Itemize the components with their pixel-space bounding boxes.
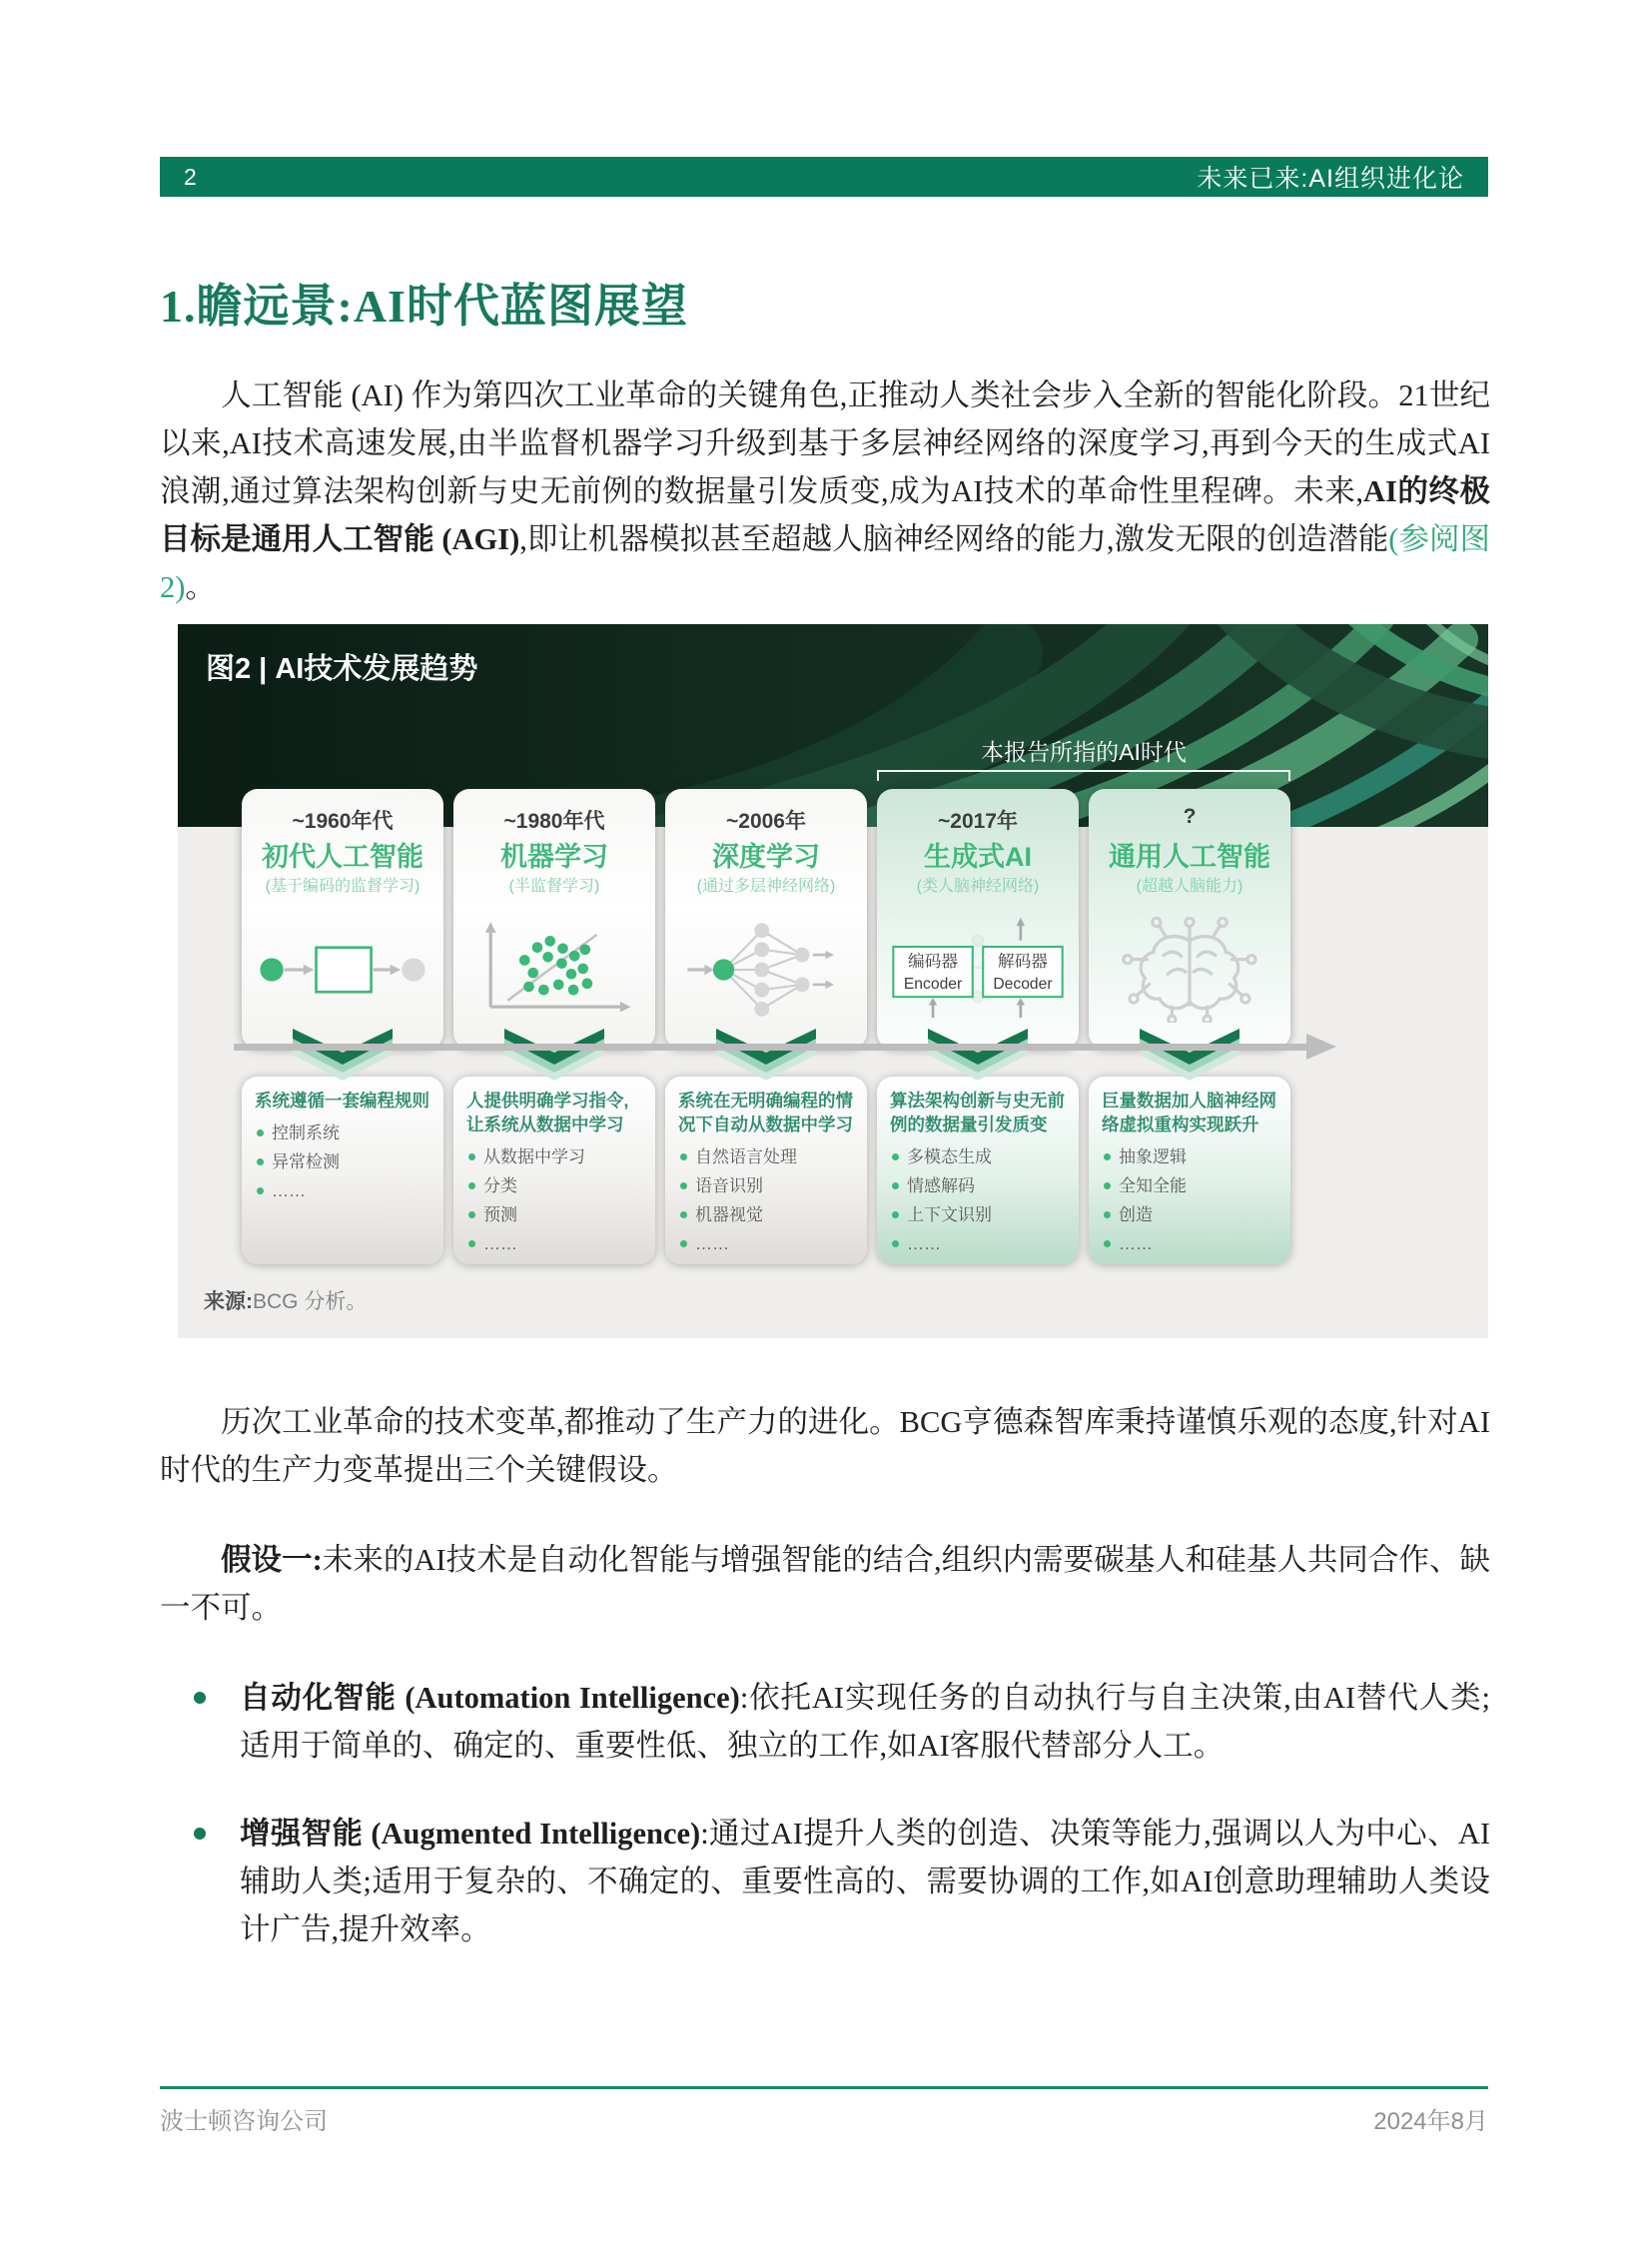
page-footer: [160, 2101, 1488, 2136]
era-title: 生成式AI: [924, 842, 1032, 872]
list-item: [890, 1171, 1066, 1200]
bullet-text: ……: [272, 1181, 306, 1200]
bullet-dot-icon: [680, 1240, 687, 1247]
era-card: [453, 789, 655, 1049]
era-subtitle: (基于编码的监督学习): [265, 878, 420, 895]
bullet-text: 预测: [483, 1205, 517, 1224]
era-icon-area: [453, 901, 655, 1039]
bullet-text: 上下文识别: [907, 1205, 992, 1224]
bullet-text: 异常检测: [272, 1152, 340, 1171]
chevron-down-icon: [499, 1029, 609, 1085]
era-subtitle: (超越人脑能力): [1136, 878, 1243, 895]
era-icon-area: [877, 901, 1079, 1039]
list-item: [890, 1200, 1066, 1229]
paragraph-text: ,即让机器模拟甚至超越人脑神经网络的能力,激发无限的创造潜能: [519, 522, 1389, 556]
footer-date: 2024年8月: [1373, 2108, 1488, 2135]
bullet-dot-icon: [468, 1211, 475, 1218]
list-item: [1102, 1142, 1277, 1171]
bullet-dot-icon: [194, 1692, 206, 1704]
era-date: ~1980年代: [503, 810, 605, 833]
bullet-text: ……: [1119, 1234, 1153, 1253]
list-item: [1102, 1200, 1277, 1229]
bullet-dot-icon: [257, 1129, 264, 1136]
bullet-dot-icon: [680, 1182, 687, 1189]
era-icon-area: [1089, 901, 1290, 1039]
source-text: BCG 分析。: [253, 1290, 368, 1313]
figure-source: [204, 1285, 367, 1315]
era-description-title: 算法架构创新与史无前例的数据量引发质变: [890, 1091, 1065, 1134]
list-item-automation-intelligence: [160, 1674, 1490, 1770]
era-card: [1089, 789, 1290, 1049]
bullet-dot-icon: [1104, 1240, 1111, 1247]
figure-2: [178, 624, 1488, 1338]
bullet-text: ……: [483, 1234, 517, 1253]
bullet-dot-icon: [468, 1153, 475, 1160]
footer-divider: [160, 2086, 1488, 2089]
era-description-card: [453, 1077, 655, 1264]
era-card: [877, 789, 1079, 1049]
neural-network-icon: [681, 918, 851, 1022]
era-description-card: [877, 1077, 1079, 1264]
bullet-text: 自然语言处理: [695, 1147, 797, 1166]
era-column-agi: [1089, 789, 1290, 1264]
era-icon-area: [665, 901, 867, 1039]
chevron-down-icon: [923, 1029, 1033, 1085]
era-description-title: 系统在无明确编程的情况下自动从数据中学习: [678, 1091, 853, 1134]
encoder-decoder-icon: [886, 917, 1070, 1023]
list-item: [255, 1176, 430, 1205]
list-item-augmented-intelligence: [160, 1810, 1490, 1953]
paragraph-text: 。: [185, 570, 216, 604]
encoder-label-en: Encoder: [903, 975, 963, 993]
decoder-label-cn: 解码器: [997, 951, 1049, 971]
bullet-text: 抽象逻辑: [1119, 1147, 1187, 1166]
timeline-arrow: [234, 1044, 1306, 1051]
bullet-text: 创造: [1119, 1205, 1153, 1224]
figure-reference-link[interactable]: (参阅图2): [160, 522, 1490, 604]
era-date: ~2006年: [726, 810, 806, 833]
bullet-dot-icon: [468, 1182, 475, 1189]
bullet-dot-icon: [1104, 1211, 1111, 1218]
paragraph-text: 未来的AI技术是自动化智能与增强智能的结合,组织内需要碳基人和硅基人共同合作、缺一不可。: [160, 1543, 1490, 1625]
scatter-plot-icon: [469, 918, 639, 1022]
bullet-dot-icon: [468, 1240, 475, 1247]
bullet-text: 语音识别: [695, 1176, 763, 1195]
list-item: [678, 1200, 854, 1229]
list-item: [255, 1119, 430, 1147]
bullet-text: 机器视觉: [695, 1205, 763, 1224]
bullet-dot-icon: [257, 1187, 264, 1194]
bullet-text: 控制系统: [272, 1123, 340, 1142]
list-item: [466, 1171, 642, 1200]
era-column-2017: [877, 789, 1079, 1264]
era-title: 通用人工智能: [1109, 842, 1270, 872]
era-subtitle: (通过多层神经网络): [696, 878, 836, 895]
list-item: [466, 1142, 642, 1171]
document-title: 未来已来:AI组织进化论: [1197, 165, 1464, 193]
bullet-dot-icon: [194, 1828, 206, 1840]
era-date: ?: [1183, 805, 1197, 828]
bullet-text: 多模态生成: [907, 1147, 992, 1166]
list-item: [678, 1142, 854, 1171]
era-subtitle: (类人脑神经网络): [916, 878, 1040, 895]
bullet-dot-icon: [892, 1240, 899, 1247]
era-icon-area: [242, 901, 443, 1039]
era-bracket: [877, 770, 1290, 781]
era-description-card: [1089, 1077, 1290, 1264]
bullet-text: ……: [695, 1234, 729, 1253]
era-column-1960s: [242, 789, 443, 1264]
era-column-1980s: [453, 789, 655, 1264]
page-number: 2: [184, 163, 197, 190]
bullet-dot-icon: [892, 1153, 899, 1160]
era-description-title: 巨量数据加人脑神经网络虚拟重构实现跃升: [1102, 1091, 1276, 1134]
era-description-title: 系统遵循一套编程规则: [255, 1091, 429, 1111]
list-item: [890, 1142, 1066, 1171]
brain-circuit-icon: [1102, 917, 1277, 1023]
section-title: 1.瞻远景:AI时代蓝图展望: [160, 281, 688, 332]
bullet-text: ……: [907, 1234, 941, 1253]
era-description-card: [665, 1077, 867, 1264]
bullet-text: 全知全能: [1119, 1176, 1187, 1195]
bullet-dot-icon: [1104, 1153, 1111, 1160]
era-subtitle: (半监督学习): [508, 878, 600, 895]
page-header-bar: [160, 157, 1488, 197]
list-item-text: :依托AI实现任务的自动执行与自主决策,由AI替代人类;适用于简单的、确定的、重要性低、独立的工作,如AI客服代替部分人工。: [240, 1681, 1491, 1763]
chevron-down-icon: [711, 1029, 821, 1085]
chevron-down-icon: [288, 1029, 398, 1085]
paragraph-bold-lead: 假设一:: [221, 1543, 323, 1577]
bullet-text: 分类: [483, 1176, 517, 1195]
paragraph-hypothesis-1: [160, 1536, 1490, 1632]
era-description-title: 人提供明确学习指令,让系统从数据中学习: [466, 1091, 629, 1134]
list-item-lead: 增强智能 (Augmented Intelligence): [240, 1817, 701, 1851]
list-item-text: :通过AI提升人类的创造、决策等能力,强调以人为中心、AI辅助人类;适用于复杂的、不确定的、重要性高的、需要协调的工作,如AI创意助理辅助人类设计广告,提升效率。: [240, 1817, 1490, 1946]
decoder-label-en: Decoder: [993, 975, 1053, 993]
bullet-dot-icon: [1104, 1182, 1111, 1189]
ai-era-label: 本报告所指的AI时代: [981, 739, 1187, 765]
encoder-label-cn: 编码器: [907, 951, 959, 971]
era-date: ~1960年代: [292, 810, 394, 833]
footer-company: 波士顿咨询公司: [160, 2108, 328, 2135]
bullet-dot-icon: [892, 1211, 899, 1218]
paragraph-bold-text: AI的终极目标是通用人工智能 (AGI): [160, 474, 1490, 556]
bullet-dot-icon: [892, 1182, 899, 1189]
list-item: [678, 1229, 854, 1258]
paragraph-hypotheses-intro: [160, 1398, 1490, 1494]
chevron-down-icon: [1135, 1029, 1244, 1085]
bullet-dot-icon: [257, 1158, 264, 1165]
bullet-text: 情感解码: [907, 1176, 975, 1195]
bullet-dot-icon: [680, 1211, 687, 1218]
paragraph-intro: [160, 372, 1490, 611]
era-title: 机器学习: [500, 842, 608, 872]
bullet-text: 从数据中学习: [483, 1147, 585, 1166]
era-title: 初代人工智能: [262, 842, 423, 872]
list-item: [678, 1171, 854, 1200]
era-card: [242, 789, 443, 1049]
bullet-dot-icon: [680, 1153, 687, 1160]
era-title: 深度学习: [712, 842, 820, 872]
paragraph-text: 历次工业革命的技术变革,都推动了生产力的进化。BCG亨德森智库秉持谨慎乐观的态度,针对AI时代的生产力变革提出三个关键假设。: [160, 1405, 1490, 1487]
intelligence-list: [160, 1674, 1490, 1993]
list-item: [466, 1200, 642, 1229]
era-column-2006: [665, 789, 867, 1264]
list-item-lead: 自动化智能 (Automation Intelligence): [240, 1681, 740, 1715]
era-columns: [242, 789, 1290, 1264]
era-date: ~2017年: [938, 810, 1018, 833]
list-item: [1102, 1229, 1277, 1258]
paragraph-text: 人工智能 (AI) 作为第四次工业革命的关键角色,正推动人类社会步入全新的智能化阶段。21世纪以来,AI技术高速发展,由半监督机器学习升级到基于多层神经网络的深度学习,再到今天的生成式AI浪潮,通过算法架构创新与史无前例的数据量引发质变,成为AI技术的革命性里程碑。未来,: [160, 378, 1490, 508]
source-label: 来源:: [204, 1290, 253, 1313]
list-item: [466, 1229, 642, 1258]
flow-diagram-icon: [253, 920, 432, 1020]
list-item: [890, 1229, 1066, 1258]
era-card: [665, 789, 867, 1049]
list-item: [1102, 1171, 1277, 1200]
list-item: [255, 1147, 430, 1176]
era-description-card: [242, 1077, 443, 1264]
figure-title: 图2 | AI技术发展趋势: [206, 653, 478, 685]
